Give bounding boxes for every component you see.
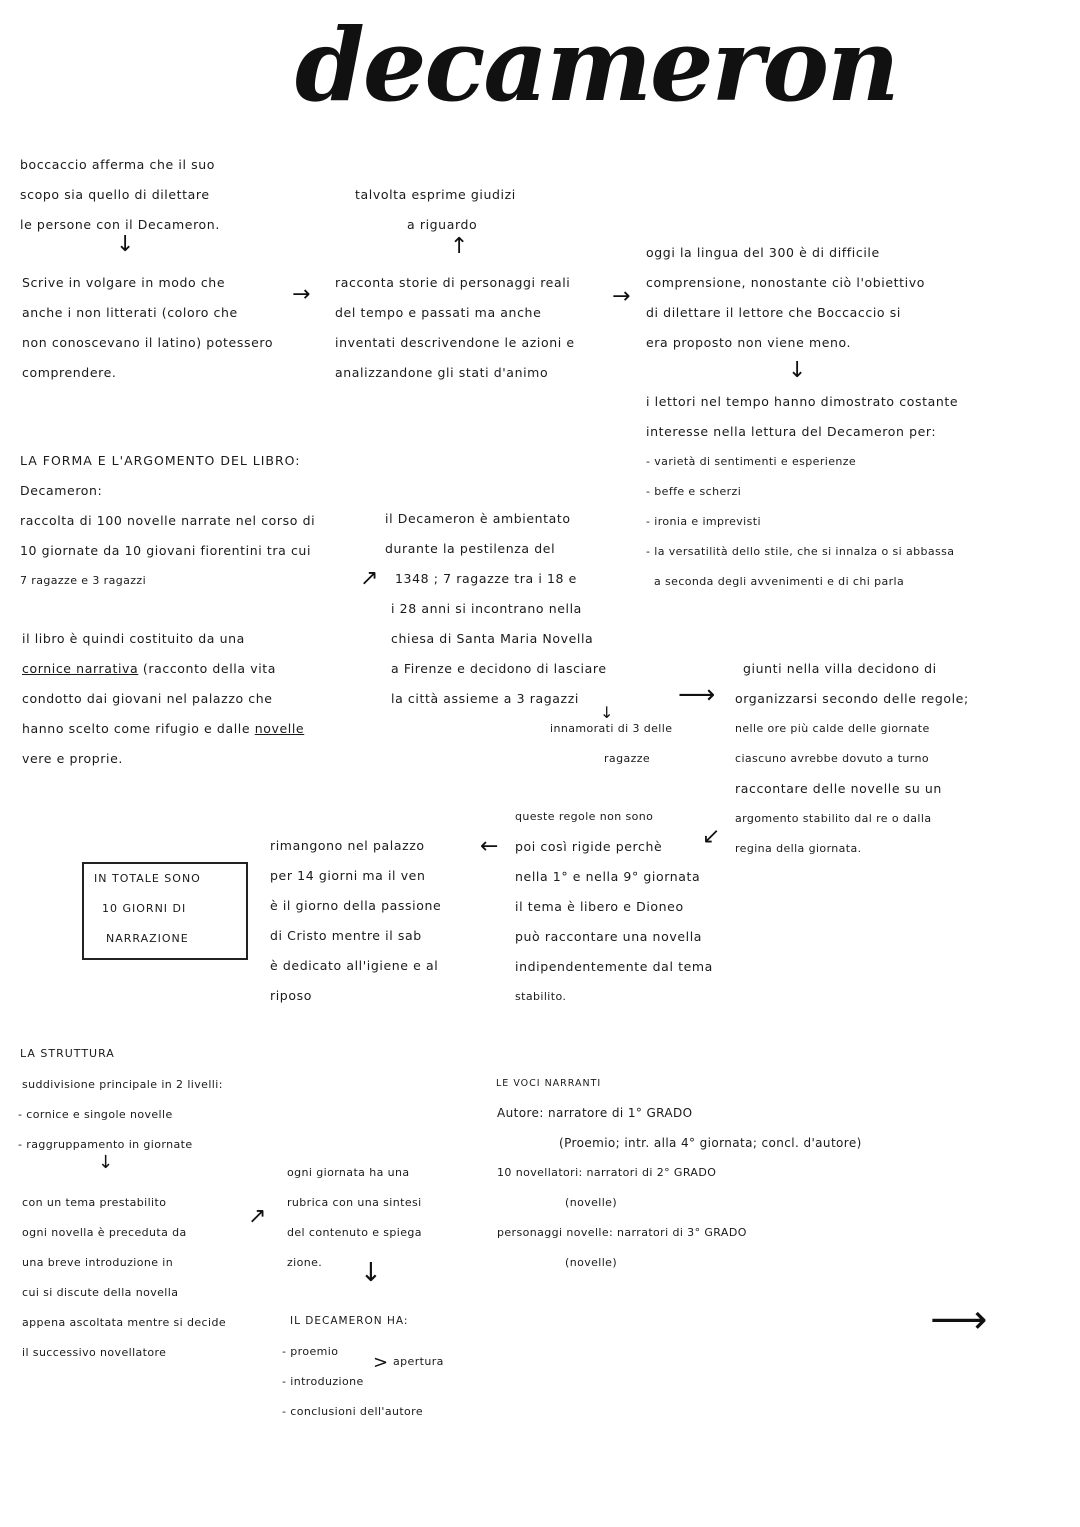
- lingua-line: oggi la lingua del 300 è di difficile: [646, 245, 880, 260]
- storie-line: del tempo e passati ma anche: [335, 305, 542, 320]
- rubrica-line: del contenuto e spiega: [287, 1226, 422, 1239]
- villa-line: organizzarsi secondo delle regole;: [735, 691, 969, 706]
- arrow-down-left-icon: ↙: [702, 824, 721, 849]
- voci-line: 10 novellatori: narratori di 2° GRADO: [497, 1166, 717, 1179]
- storie-note: [335, 268, 575, 388]
- lingua-line: di dilettare il lettore che Boccaccio si: [646, 305, 901, 320]
- tema-line: cui si discute della novella: [22, 1286, 179, 1299]
- villa-line: giunti nella villa decidono di: [743, 661, 937, 676]
- villa-line: raccontare delle novelle su un: [735, 781, 942, 796]
- intro-line: scopo sia quello di dilettare: [20, 187, 210, 202]
- giudizi-line: talvolta esprime giudizi: [355, 187, 516, 202]
- cornice-narrativa-term: cornice narrativa: [22, 661, 139, 676]
- struttura-line: - cornice e singole novelle: [18, 1108, 173, 1121]
- cornice-line: [22, 714, 304, 744]
- rubrica-line: rubrica con una sintesi: [287, 1196, 422, 1209]
- ambientato-line: la città assieme a 3 ragazzi: [391, 691, 579, 706]
- total-line: NARRAZIONE: [106, 932, 189, 945]
- giudizi-note: [355, 180, 516, 240]
- arrow-right-icon: →: [292, 282, 311, 307]
- arrow-down-icon: ↓: [600, 703, 614, 722]
- tema-line: appena ascoltata mentre si decide: [22, 1316, 226, 1329]
- volgare-line: non conoscevano il latino) potessero: [22, 335, 274, 350]
- voci-line: (novelle): [565, 1196, 618, 1209]
- intro-line: le persone con il Decameron.: [20, 217, 220, 232]
- decameron-ha-item: - introduzione: [282, 1375, 364, 1388]
- regole-line: queste regole non sono: [515, 810, 654, 823]
- storie-line: analizzandone gli stati d'animo: [335, 365, 549, 380]
- ambientato-line: chiesa di Santa Maria Novella: [391, 631, 594, 646]
- volgare-note: [22, 268, 273, 388]
- cornice-line-rest: (racconto della vita: [138, 661, 277, 676]
- regole-note: [515, 802, 713, 1012]
- villa-line: nelle ore più calde delle giornate: [735, 722, 930, 735]
- lettori-note: [646, 387, 958, 597]
- long-arrow-right-icon: ⟶: [930, 1297, 988, 1343]
- arrow-left-icon: ←: [480, 834, 499, 859]
- decameron-ha-item: - conclusioni dell'autore: [282, 1405, 424, 1418]
- apertura-label: apertura: [393, 1355, 444, 1368]
- forma-line: 7 ragazze e 3 ragazzi: [20, 574, 147, 587]
- ambientato-line: 1348 ; 7 ragazze tra i 18 e: [395, 571, 577, 586]
- rubrica-line: ogni giornata ha una: [287, 1166, 410, 1179]
- ambientato-line: il Decameron è ambientato: [385, 511, 571, 526]
- cornice-line: vere e proprie.: [22, 751, 123, 766]
- lettori-item: - la versatilità dello stile, che si innalza o si abbassa: [646, 545, 955, 558]
- ambientato-line: i 28 anni si incontrano nella: [391, 601, 582, 616]
- lettori-line: interesse nella lettura del Decameron per:: [646, 424, 937, 439]
- palazzo-line: rimangono nel palazzo: [270, 838, 425, 853]
- total-days-text: [94, 864, 201, 954]
- palazzo-line: è dedicato all'igiene e al: [270, 958, 439, 973]
- total-days-box: [82, 862, 248, 960]
- lingua-line: comprensione, nonostante ciò l'obiettivo: [646, 275, 925, 290]
- decameron-ha-item: - proemio: [282, 1345, 339, 1358]
- innamorati-line: ragazze: [604, 752, 651, 765]
- arrow-down-icon: ↓: [360, 1258, 382, 1288]
- arrow-up-right-icon: ↗: [248, 1204, 267, 1229]
- forma-note: [20, 476, 315, 596]
- arrow-right-icon: →: [612, 284, 631, 309]
- villa-line: argomento stabilito dal re o dalla: [735, 812, 932, 825]
- novelle-term: novelle: [254, 721, 305, 736]
- rubrica-line: zione.: [287, 1256, 323, 1269]
- voci-line: personaggi novelle: narratori di 3° GRADO: [497, 1226, 747, 1239]
- forma-heading: LA FORMA E L'ARGOMENTO DEL LIBRO:: [20, 453, 301, 468]
- tema-line: il successivo novellatore: [22, 1346, 167, 1359]
- brace-icon: >: [373, 1352, 389, 1373]
- struttura-heading: LA STRUTTURA: [20, 1047, 115, 1060]
- struttura-note: [18, 1070, 223, 1160]
- lingua-line: era proposto non viene meno.: [646, 335, 852, 350]
- voci-line: (novelle): [565, 1256, 618, 1269]
- arrow-down-icon: ↓: [116, 232, 135, 257]
- tema-line: una breve introduzione in: [22, 1256, 174, 1269]
- palazzo-line: di Cristo mentre il sab: [270, 928, 422, 943]
- lettori-item: a seconda degli avvenimenti e di chi parla: [654, 575, 905, 588]
- struttura-line: suddivisione principale in 2 livelli:: [22, 1078, 223, 1091]
- intro-line: boccaccio afferma che il suo: [20, 157, 215, 172]
- tema-line: con un tema prestabilito: [22, 1196, 167, 1209]
- forma-line: raccolta di 100 novelle narrate nel corso di: [20, 513, 316, 528]
- lingua-note: [646, 238, 925, 358]
- cornice-line: [22, 654, 304, 684]
- forma-line: 10 giornate da 10 giovani fiorentini tra cui: [20, 543, 312, 558]
- total-line: 10 GIORNI DI: [102, 902, 187, 915]
- cornice-line: il libro è quindi costituito da una: [22, 631, 245, 646]
- innamorati-note: [550, 714, 672, 774]
- giudizi-line: a riguardo: [407, 217, 478, 232]
- rubrica-note: [287, 1158, 422, 1278]
- lettori-line: i lettori nel tempo hanno dimostrato costante: [646, 394, 959, 409]
- arrow-right-icon: ⟶: [678, 680, 716, 710]
- palazzo-line: riposo: [270, 988, 312, 1003]
- palazzo-note: [270, 831, 441, 1011]
- struttura-line: - raggruppamento in giornate: [18, 1138, 193, 1151]
- storie-line: racconta storie di personaggi reali: [335, 275, 571, 290]
- decameron-ha-heading: IL DECAMERON HA:: [290, 1315, 409, 1327]
- tema-note: [22, 1188, 226, 1368]
- arrow-down-icon: ↓: [788, 358, 807, 383]
- storie-line: inventati descrivendone le azioni e: [335, 335, 575, 350]
- page-title: decameron: [295, 6, 898, 124]
- forma-line: Decameron:: [20, 483, 103, 498]
- volgare-line: anche i non litterati (coloro che: [22, 305, 238, 320]
- lettori-item: - varietà di sentimenti e esperienze: [646, 455, 857, 468]
- arrow-up-right-icon: ↗: [360, 566, 379, 591]
- lettori-item: - ironia e imprevisti: [646, 515, 761, 528]
- volgare-line: comprendere.: [22, 365, 117, 380]
- palazzo-line: per 14 giorni ma il ven: [270, 868, 426, 883]
- villa-note: [735, 654, 969, 864]
- regole-line: poi così rigide perchè: [515, 839, 663, 854]
- total-line: IN TOTALE SONO: [94, 872, 201, 885]
- voci-heading: LE VOCI NARRANTI: [496, 1078, 602, 1089]
- regole-line: indipendentemente dal tema: [515, 959, 713, 974]
- innamorati-line: innamorati di 3 delle: [550, 722, 673, 735]
- cornice-line-pre: hanno scelto come rifugio e dalle: [22, 721, 255, 736]
- intro-note: [20, 150, 220, 240]
- volgare-line: Scrive in volgare in modo che: [22, 275, 226, 290]
- voci-note: [497, 1098, 862, 1278]
- villa-line: regina della giornata.: [735, 842, 862, 855]
- regole-line: nella 1° e nella 9° giornata: [515, 869, 701, 884]
- voci-line: Autore: narratore di 1° GRADO: [497, 1106, 693, 1120]
- cornice-note: [22, 624, 304, 774]
- regole-line: stabilito.: [515, 990, 567, 1003]
- villa-line: ciascuno avrebbe dovuto a turno: [735, 752, 930, 765]
- arrow-down-icon: ↓: [98, 1152, 114, 1173]
- regole-line: può raccontare una novella: [515, 929, 703, 944]
- ambientato-line: durante la pestilenza del: [385, 541, 556, 556]
- voci-line: (Proemio; intr. alla 4° giornata; concl. d'autore): [559, 1136, 862, 1150]
- cornice-line: condotto dai giovani nel palazzo che: [22, 691, 273, 706]
- tema-line: ogni novella è preceduta da: [22, 1226, 187, 1239]
- lettori-item: - beffe e scherzi: [646, 485, 742, 498]
- arrow-up-icon: ↑: [450, 234, 469, 259]
- regole-line: il tema è libero e Dioneo: [515, 899, 684, 914]
- ambientato-line: a Firenze e decidono di lasciare: [391, 661, 607, 676]
- ambientato-note: [385, 504, 607, 714]
- palazzo-line: è il giorno della passione: [270, 898, 442, 913]
